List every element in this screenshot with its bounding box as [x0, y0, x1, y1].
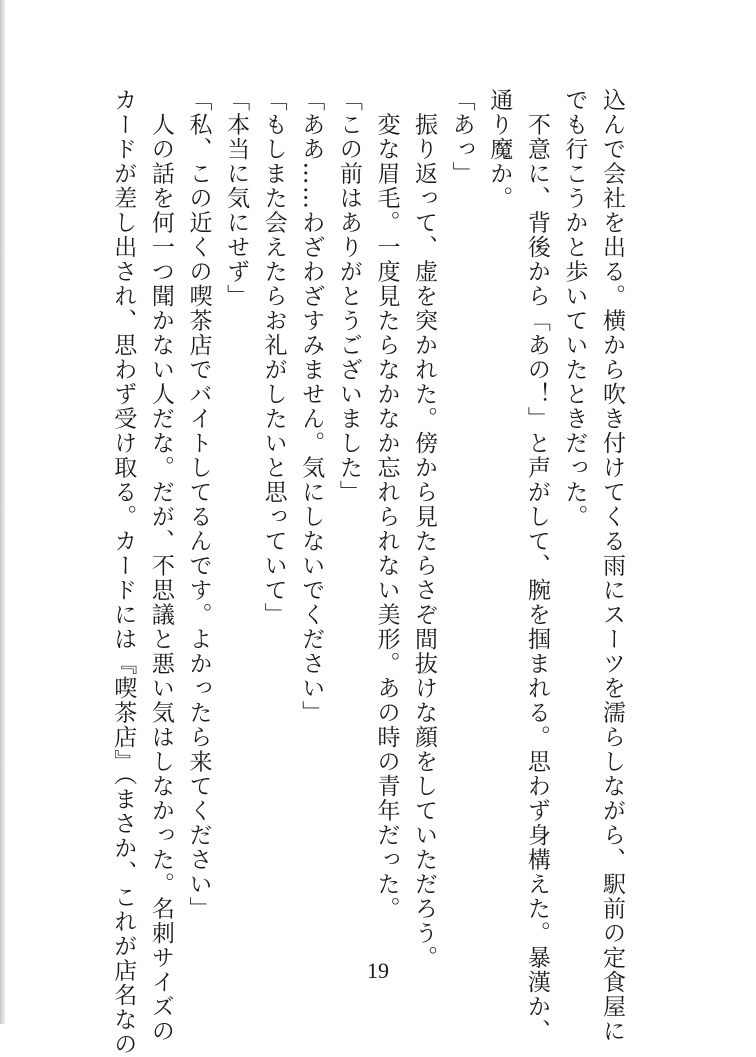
page-edge [0, 0, 5, 1024]
text-line-13: 人の話を何一つ聞かない人だな。だが、不思議と悪い気はしなかった。名刺サイズの [147, 88, 174, 1044]
text-line-3: 不意に、背後から「あの！」と声がして、腕を掴まれる。思わず身構えた。暴漢か、 [523, 88, 550, 1044]
text-line-2: でも行こうかと歩いていたときだった。 [561, 88, 588, 529]
text-line-10: 「もしまた会えたらお礼がしたいと思っていて」 [260, 88, 287, 627]
text-line-9: 「ああ……わざわざすみません。気にしないでください」 [298, 88, 325, 725]
text-line-5: 「あっ」 [448, 88, 475, 186]
text-line-12: 「私、この近くの喫茶店でバイトしてるんです。よかったら来てください」 [185, 88, 212, 921]
page-number: 19 [367, 958, 389, 983]
text-line-8: 「この前はありがとうございました」 [335, 88, 362, 505]
text-line-6: 振り返って、虚を突かれた。傍から見たらさぞ間抜けな顔をしていただろう。 [411, 88, 438, 970]
text-line-4: 通り魔か。 [486, 88, 513, 211]
text-line-11: 「本当に気にせず」 [223, 88, 250, 309]
text-line-14: カードが差し出され、思わず受け取る。カードには『喫茶店』（まさか、これが店名なの [110, 88, 137, 1057]
text-line-1: 込んで会社を出る。横から吹き付けてくる雨にスーツを濡らしながら、駅前の定食屋に [599, 88, 625, 1044]
text-line-7: 変な眉毛。一度見たらなかなか忘れられない美形。あの時の青年だった。 [373, 88, 400, 921]
